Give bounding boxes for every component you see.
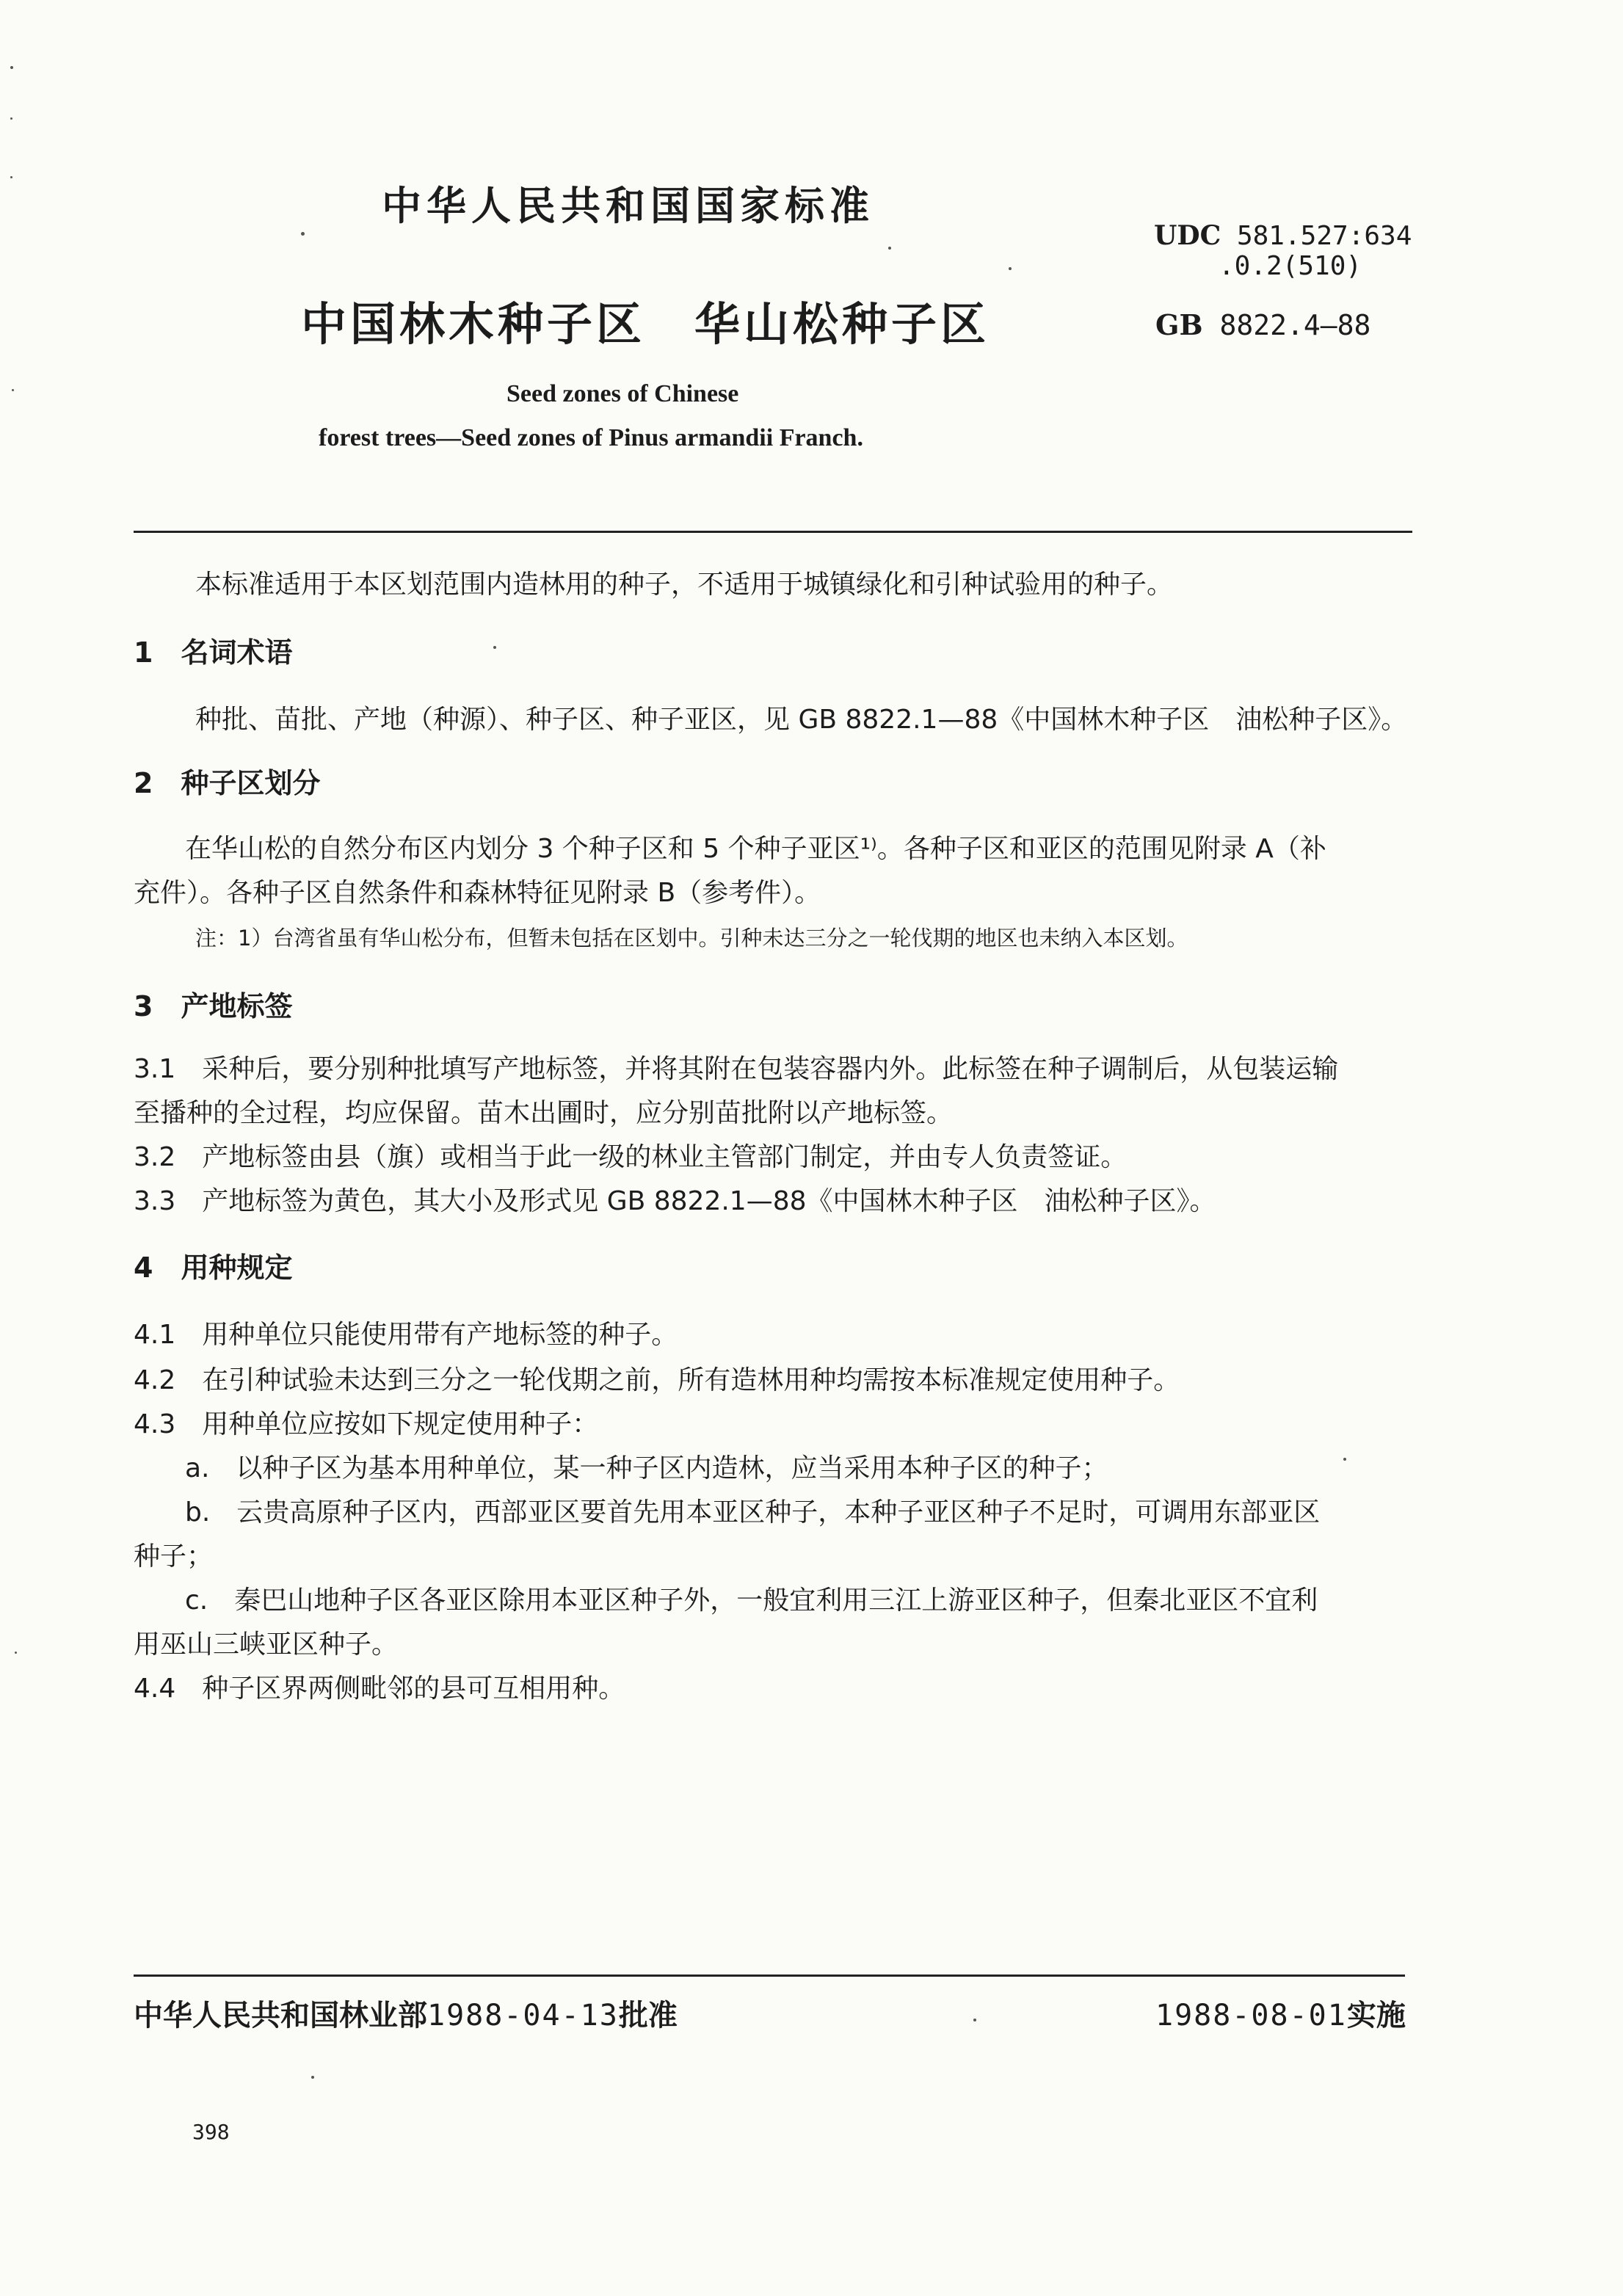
clause-4-3-b-line1: b. 云贵高原种子区内，西部亚区要首先用本亚区种子，本种子亚区种子不足时，可调用东部亚区 xyxy=(185,1497,1321,1527)
scan-speck xyxy=(10,66,13,69)
clause-4-3: 4.3 用种单位应按如下规定使用种子： xyxy=(134,1409,599,1439)
gb-code xyxy=(1155,308,1370,341)
scan-speck xyxy=(888,247,891,250)
gb-label: GB xyxy=(1155,308,1203,341)
clause-4-3-c-line1: c. 秦巴山地种子区各亚区除用本亚区种子外，一般宜利用三江上游亚区种子，但秦北亚区不宜利 xyxy=(185,1585,1318,1616)
clause-3-1-line1: 3.1 采种后，要分别种批填写产地标签，并将其附在包装容器内外。此标签在种子调制后，从包装运输 xyxy=(134,1054,1339,1084)
approval-line xyxy=(134,1992,678,2034)
english-title-line2: forest trees—Seed zones of Pinus armandii Franch. xyxy=(319,424,863,451)
scan-speck xyxy=(311,2076,314,2079)
page-number: 398 xyxy=(192,2120,230,2144)
section-2-footnote: 注：1）台湾省虽有华山松分布，但暂未包括在区划中。引种未达三分之一轮伐期的地区也未纳入本区划。 xyxy=(195,926,1188,951)
effective-line xyxy=(1155,1992,1406,2034)
clause-3-1-line2: 至播种的全过程，均应保留。苗木出圃时，应分别苗批附以产地标签。 xyxy=(134,1098,954,1128)
section-1-text: 种批、苗批、产地（种源）、种子区、种子亚区，见 GB 8822.1—88《中国林木种子区 油松种子区》。 xyxy=(195,705,1408,735)
header-divider xyxy=(134,531,1412,533)
udc-number: 581.527:634 xyxy=(1236,221,1412,251)
clause-4-3-c-line2: 用巫山三峡亚区种子。 xyxy=(134,1630,399,1660)
scan-speck xyxy=(1343,1458,1346,1461)
standard-heading: 中华人民共和国国家标准 xyxy=(382,183,874,229)
clause-4-3-b-line2: 种子； xyxy=(134,1541,214,1572)
approve-date: 1988-04-13 xyxy=(427,1999,619,2032)
gb-number: 8822.4—88 xyxy=(1219,309,1371,341)
effective-label: 实施 xyxy=(1346,1999,1406,2032)
section-heading-4: 4 用种规定 xyxy=(134,1251,293,1284)
udc-code-continued: .0.2(510) xyxy=(1219,251,1362,281)
scan-speck xyxy=(12,389,14,391)
clause-4-1: 4.1 用种单位只能使用带有产地标签的种子。 xyxy=(134,1320,678,1350)
udc-label: UDC xyxy=(1154,220,1221,251)
section-heading-1: 1 名词术语 xyxy=(134,636,293,669)
english-title-line1: Seed zones of Chinese xyxy=(506,380,739,407)
scan-speck xyxy=(1009,267,1012,270)
footer-divider xyxy=(134,1975,1405,1977)
section-2-text-line1: 在华山松的自然分布区内划分 3 个种子区和 5 个种子亚区¹⁾。各种子区和亚区的范围见附录 A（补 xyxy=(185,834,1326,864)
section-heading-3: 3 产地标签 xyxy=(134,990,293,1022)
scope-paragraph: 本标准适用于本区划范围内造林用的种子，不适用于城镇绿化和引种试验用的种子。 xyxy=(195,570,1174,600)
section-heading-2: 2 种子区划分 xyxy=(134,767,321,799)
udc-code xyxy=(1154,220,1412,251)
clause-3-2: 3.2 产地标签由县（旗）或相当于此一级的林业主管部门制定，并由专人负责签证。 xyxy=(134,1142,1128,1172)
document-title: 中国林木种子区 华山松种子区 xyxy=(301,297,990,351)
effective-date: 1988-08-01 xyxy=(1155,1999,1347,2032)
clause-4-4: 4.4 种子区界两侧毗邻的县可互相用种。 xyxy=(134,1674,625,1704)
approve-label: 批准 xyxy=(618,1999,678,2032)
scan-speck xyxy=(15,1652,17,1654)
clause-4-3-a: a. 以种子区为基本用种单位，某一种子区内造林，应当采用本种子区的种子； xyxy=(185,1453,1108,1483)
scan-speck xyxy=(10,117,12,120)
scan-speck xyxy=(973,2019,976,2021)
clause-3-3: 3.3 产地标签为黄色，其大小及形式见 GB 8822.1—88《中国林木种子区 油松种子区》。 xyxy=(134,1186,1216,1216)
scan-speck xyxy=(10,176,12,178)
scan-speck xyxy=(301,232,305,236)
scan-speck xyxy=(493,646,496,649)
clause-4-2: 4.2 在引种试验未达到三分之一轮伐期之前，所有造林用种均需按本标准规定使用种子。 xyxy=(134,1365,1180,1395)
section-2-text-line2: 充件）。各种子区自然条件和森林特征见附录 B（参考件）。 xyxy=(134,878,821,908)
approver: 中华人民共和国林业部 xyxy=(134,1999,427,2032)
